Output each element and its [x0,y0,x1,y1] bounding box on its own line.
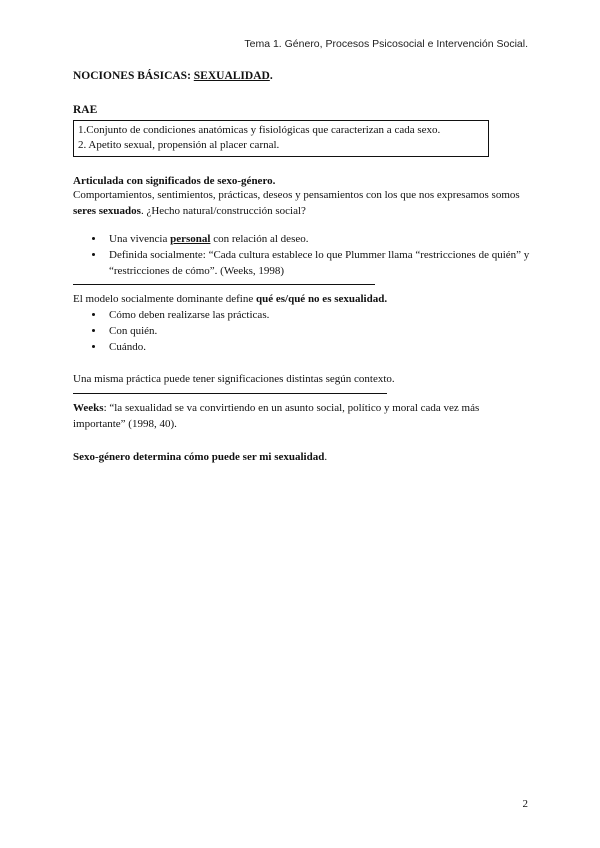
title-prefix: NOCIONES BÁSICAS: [73,70,194,82]
articulada-list [73,231,533,279]
weeks-quote [73,400,533,432]
weeks-author: Weeks [73,402,104,414]
articulada-text-bold: seres sexuados [73,205,141,217]
rae-definition-2: 2. Apetito sexual, propensión al placer carnal. [78,139,280,151]
list-item: • Cuándo. [105,339,533,355]
modelo-paragraph [73,291,533,307]
conclusion-bold: Sexo-género determina cómo puede ser mi sexualidad [73,451,325,463]
weeks-text: : “la sexualidad se va convirtiendo en un asunto social, político y moral cada vez más importante” (1998, 40). [73,402,480,430]
page-header: Tema 1. Género, Procesos Psicosocial e Intervención Social. [244,38,528,50]
list-item: • Definida socialmente: “Cada cultura establece lo que Plummer llama “restricciones de quién” y “restricciones de cómo”. (Weeks, 1998) [105,247,533,279]
modelo-text-bold: qué es/qué no es sexualidad. [255,293,388,305]
conclusion [73,449,533,465]
articulada-paragraph [73,187,533,219]
bullet1-text-a: Una vivencia [109,233,171,245]
title-underlined: SEXUALIDAD [193,70,270,82]
rae-definition-1: 1.Conjunto de condiciones anatómicas y fisiológicas que caracterizan a cada sexo. [78,124,441,136]
section-divider [73,284,375,285]
rae-definition-box [73,120,489,157]
articulada-text-b: . ¿Hecho natural/construcción social? [140,205,306,217]
articulada-text-a: Comportamientos, sentimientos, prácticas, deseos y pensamientos con los que nos expresamos somos [73,189,520,201]
bullet1-text-b: con relación al deseo. [210,233,309,245]
conclusion-suffix: . [324,451,328,463]
list-item: • Cómo deben realizarse las prácticas. [105,307,533,323]
document-body [73,70,533,465]
contexto-paragraph: Una misma práctica puede tener significaciones distintas según contexto. [73,373,395,385]
list-item: • Con quién. [105,323,533,339]
title-suffix: . [269,70,273,82]
page-title [73,70,533,82]
modelo-list [73,307,533,355]
modelo-text: El modelo socialmente dominante define [73,293,256,305]
list-item [105,231,533,247]
articulada-heading: Articulada con significados de sexo-género. [73,175,276,187]
bullet1-emphasis: personal [170,233,211,245]
rae-heading: RAE [73,104,98,116]
page-number: 2 [522,798,528,810]
section-divider [73,393,387,394]
